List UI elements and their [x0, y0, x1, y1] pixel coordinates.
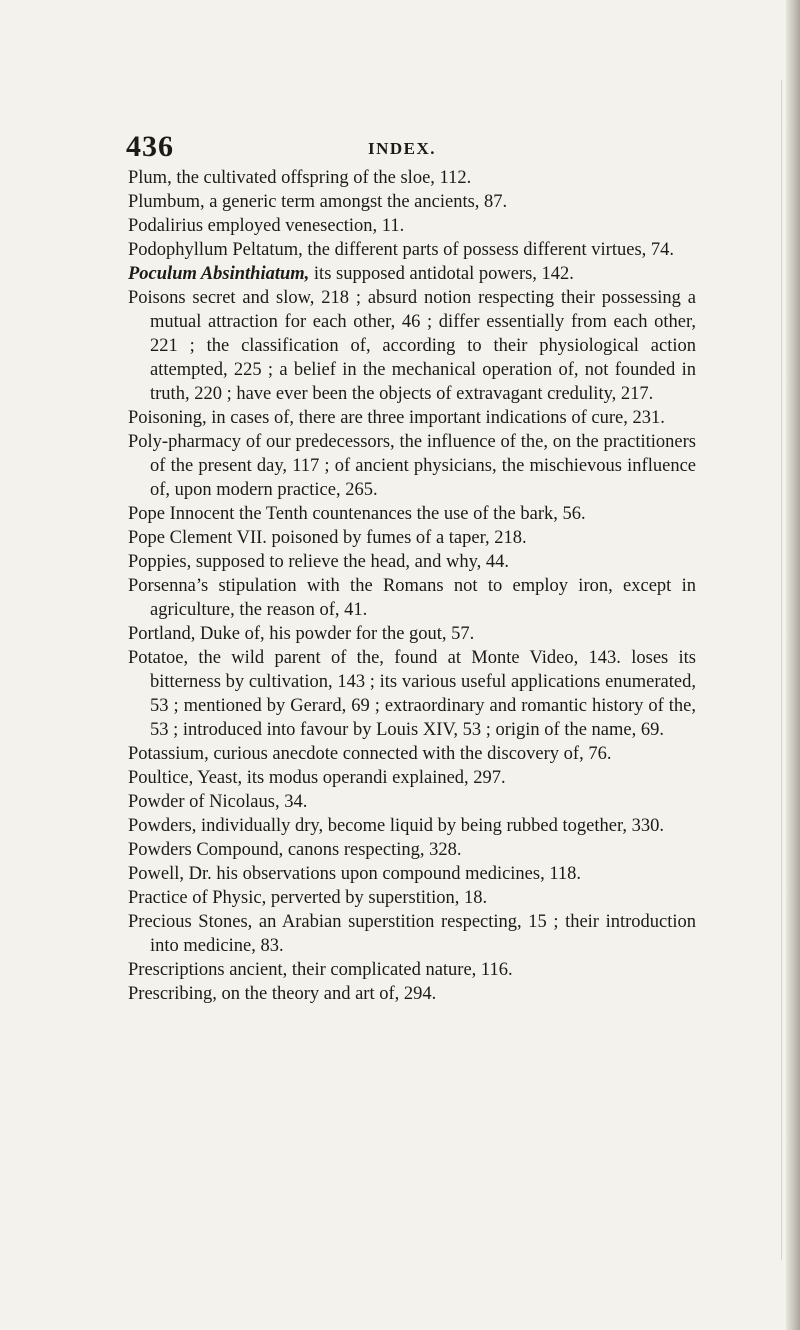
index-entry: Poisons secret and slow, 218 ; absurd notion respecting their possessing a mutual attraction for each other, 46 ; differ essentially from each other, 221 ; the classification of, according to their physiological action attempted, 225 ; a belief in the mechanical operation of, not founded in truth, 220 ; have ever been the objects of extravagant credulity, 217.: [128, 288, 696, 404]
index-entry: Podophyllum Peltatum, the different parts of possess different virtues, 74.: [128, 240, 675, 260]
page-edge: [786, 0, 800, 1330]
index-entry: Potassium, curious anecdote connected with the discovery of, 76.: [128, 744, 612, 764]
index-entries: [128, 166, 696, 1006]
running-head: INDEX.: [368, 139, 437, 158]
index-entry: Powell, Dr. his observations upon compound medicines, 118.: [128, 864, 582, 884]
index-entry: Podalirius employed venesection, 11.: [128, 216, 405, 236]
index-entry: Pope Innocent the Tenth countenances the use of the bark, 56.: [128, 504, 586, 524]
index-entry: Precious Stones, an Arabian superstition respecting, 15 ; their introduction into medicine, 83.: [128, 912, 696, 956]
page-edge-shadow: [781, 80, 782, 1260]
index-entry: Powder of Nicolaus, 34.: [128, 792, 308, 812]
page-header: [126, 130, 686, 170]
index-entry: Portland, Duke of, his powder for the gout, 57.: [128, 624, 475, 644]
index-entry: Poppies, supposed to relieve the head, and why, 44.: [128, 552, 510, 572]
index-entry: Practice of Physic, perverted by superstition, 18.: [128, 888, 488, 908]
entry-italic-term: Poculum Absinthiatum,: [128, 264, 310, 284]
index-entry: Poly-pharmacy of our predecessors, the influence of the, on the practitioners of the present day, 117 ; of ancient physicians, the mischievous influence of, upon modern practice, 265.: [128, 432, 696, 500]
index-entry: Pope Clement VII. poisoned by fumes of a taper, 218.: [128, 528, 527, 548]
index-entry: Powders Compound, canons respecting, 328.: [128, 840, 462, 860]
index-entry: Plum, the cultivated offspring of the sloe, 112.: [128, 168, 472, 188]
index-entry: Plumbum, a generic term amongst the ancients, 87.: [128, 192, 508, 212]
index-entry: Prescribing, on the theory and art of, 294.: [128, 984, 437, 1004]
page-number: 436: [126, 130, 174, 163]
index-entry: Porsenna’s stipulation with the Romans not to employ iron, except in agriculture, the reason of, 41.: [128, 576, 696, 620]
index-entry: Powders, individually dry, become liquid by being rubbed together, 330.: [128, 816, 665, 836]
index-entry: Prescriptions ancient, their complicated nature, 116.: [128, 960, 513, 980]
index-entry: Poisoning, in cases of, there are three important indications of cure, 231.: [128, 408, 665, 428]
index-entry: Poculum Absinthiatum, its supposed antidotal powers, 142.: [128, 264, 574, 284]
index-entry: Potatoe, the wild parent of the, found at Monte Video, 143. loses its bitterness by cultivation, 143 ; its various useful applications enumerated, 53 ; mentioned by Gerard, 69 ; extraordinary and romantic history of the, 53 ; introduced into favour by Louis XIV, 53 ; origin of the name, 69.: [128, 648, 696, 740]
index-entry: Poultice, Yeast, its modus operandi explained, 297.: [128, 768, 506, 788]
